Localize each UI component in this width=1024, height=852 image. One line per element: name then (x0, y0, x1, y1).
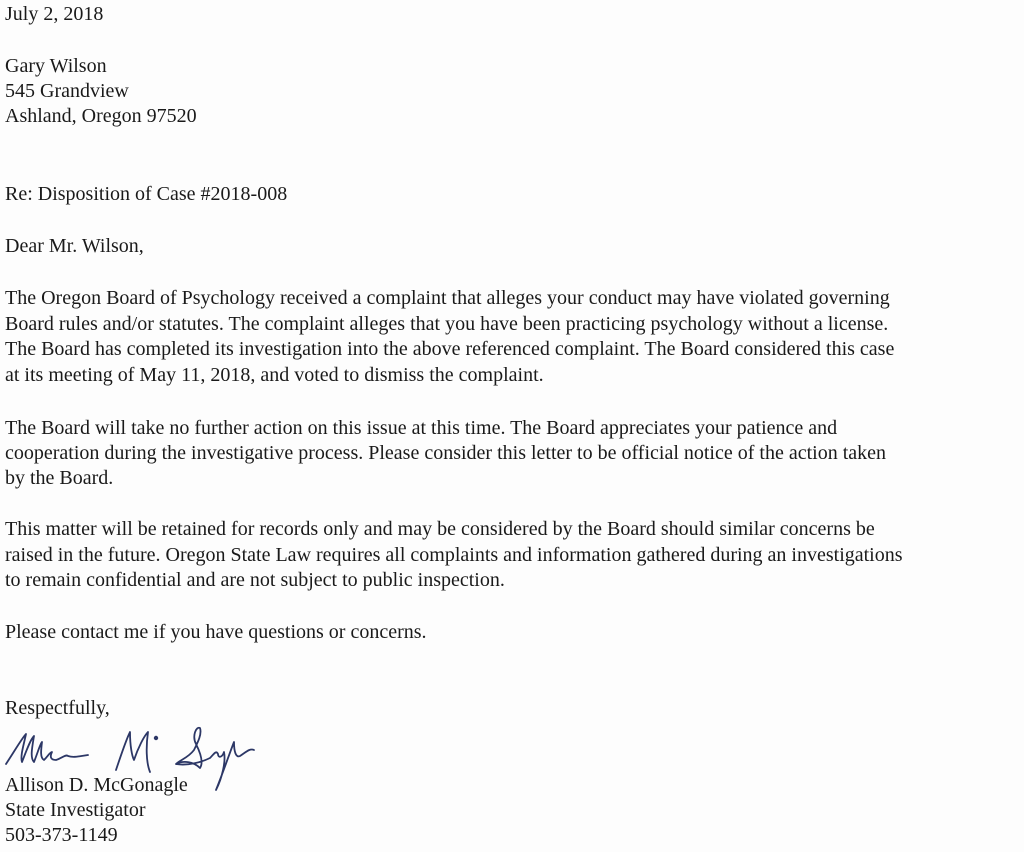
signer-phone: 503-373-1149 (5, 824, 118, 846)
text-line: cooperation during the investigative process. Please consider this letter to be official notice of the action taken (5, 442, 887, 464)
signer-title: State Investigator (5, 799, 146, 821)
recipient-street: 545 Grandview (5, 80, 129, 102)
signer-name: Allison D. McGonagle (5, 774, 188, 796)
letter-date: July 2, 2018 (5, 3, 104, 25)
recipient-name: Gary Wilson (5, 55, 107, 77)
paragraph-4: Please contact me if you have questions or concerns. (5, 621, 427, 643)
text-line: The Oregon Board of Psychology received a complaint that alleges your conduct may have violated governing (5, 287, 890, 309)
recipient-city: Ashland, Oregon 97520 (5, 105, 197, 127)
text-line: The Board has completed its investigation into the above referenced complaint. The Board considered this case (5, 338, 895, 360)
text-line: by the Board. (5, 467, 114, 489)
text-line: raised in the future. Oregon State Law requires all complaints and information gathered during an investigations (5, 544, 903, 566)
text-line: at its meeting of May 11, 2018, and voted to dismiss the complaint. (5, 364, 544, 386)
text-line: Board rules and/or statutes. The complaint alleges that you have been practicing psychology without a license. (5, 313, 889, 335)
text-line: to remain confidential and are not subject to public inspection. (5, 569, 505, 591)
text-line: This matter will be retained for records only and may be considered by the Board should similar concerns be (5, 518, 875, 540)
subject-line: Re: Disposition of Case #2018-008 (5, 183, 288, 205)
closing: Respectfully, (5, 697, 110, 719)
text-line: The Board will take no further action on this issue at this time. The Board appreciates your patience and (5, 417, 838, 439)
salutation: Dear Mr. Wilson, (5, 235, 144, 257)
